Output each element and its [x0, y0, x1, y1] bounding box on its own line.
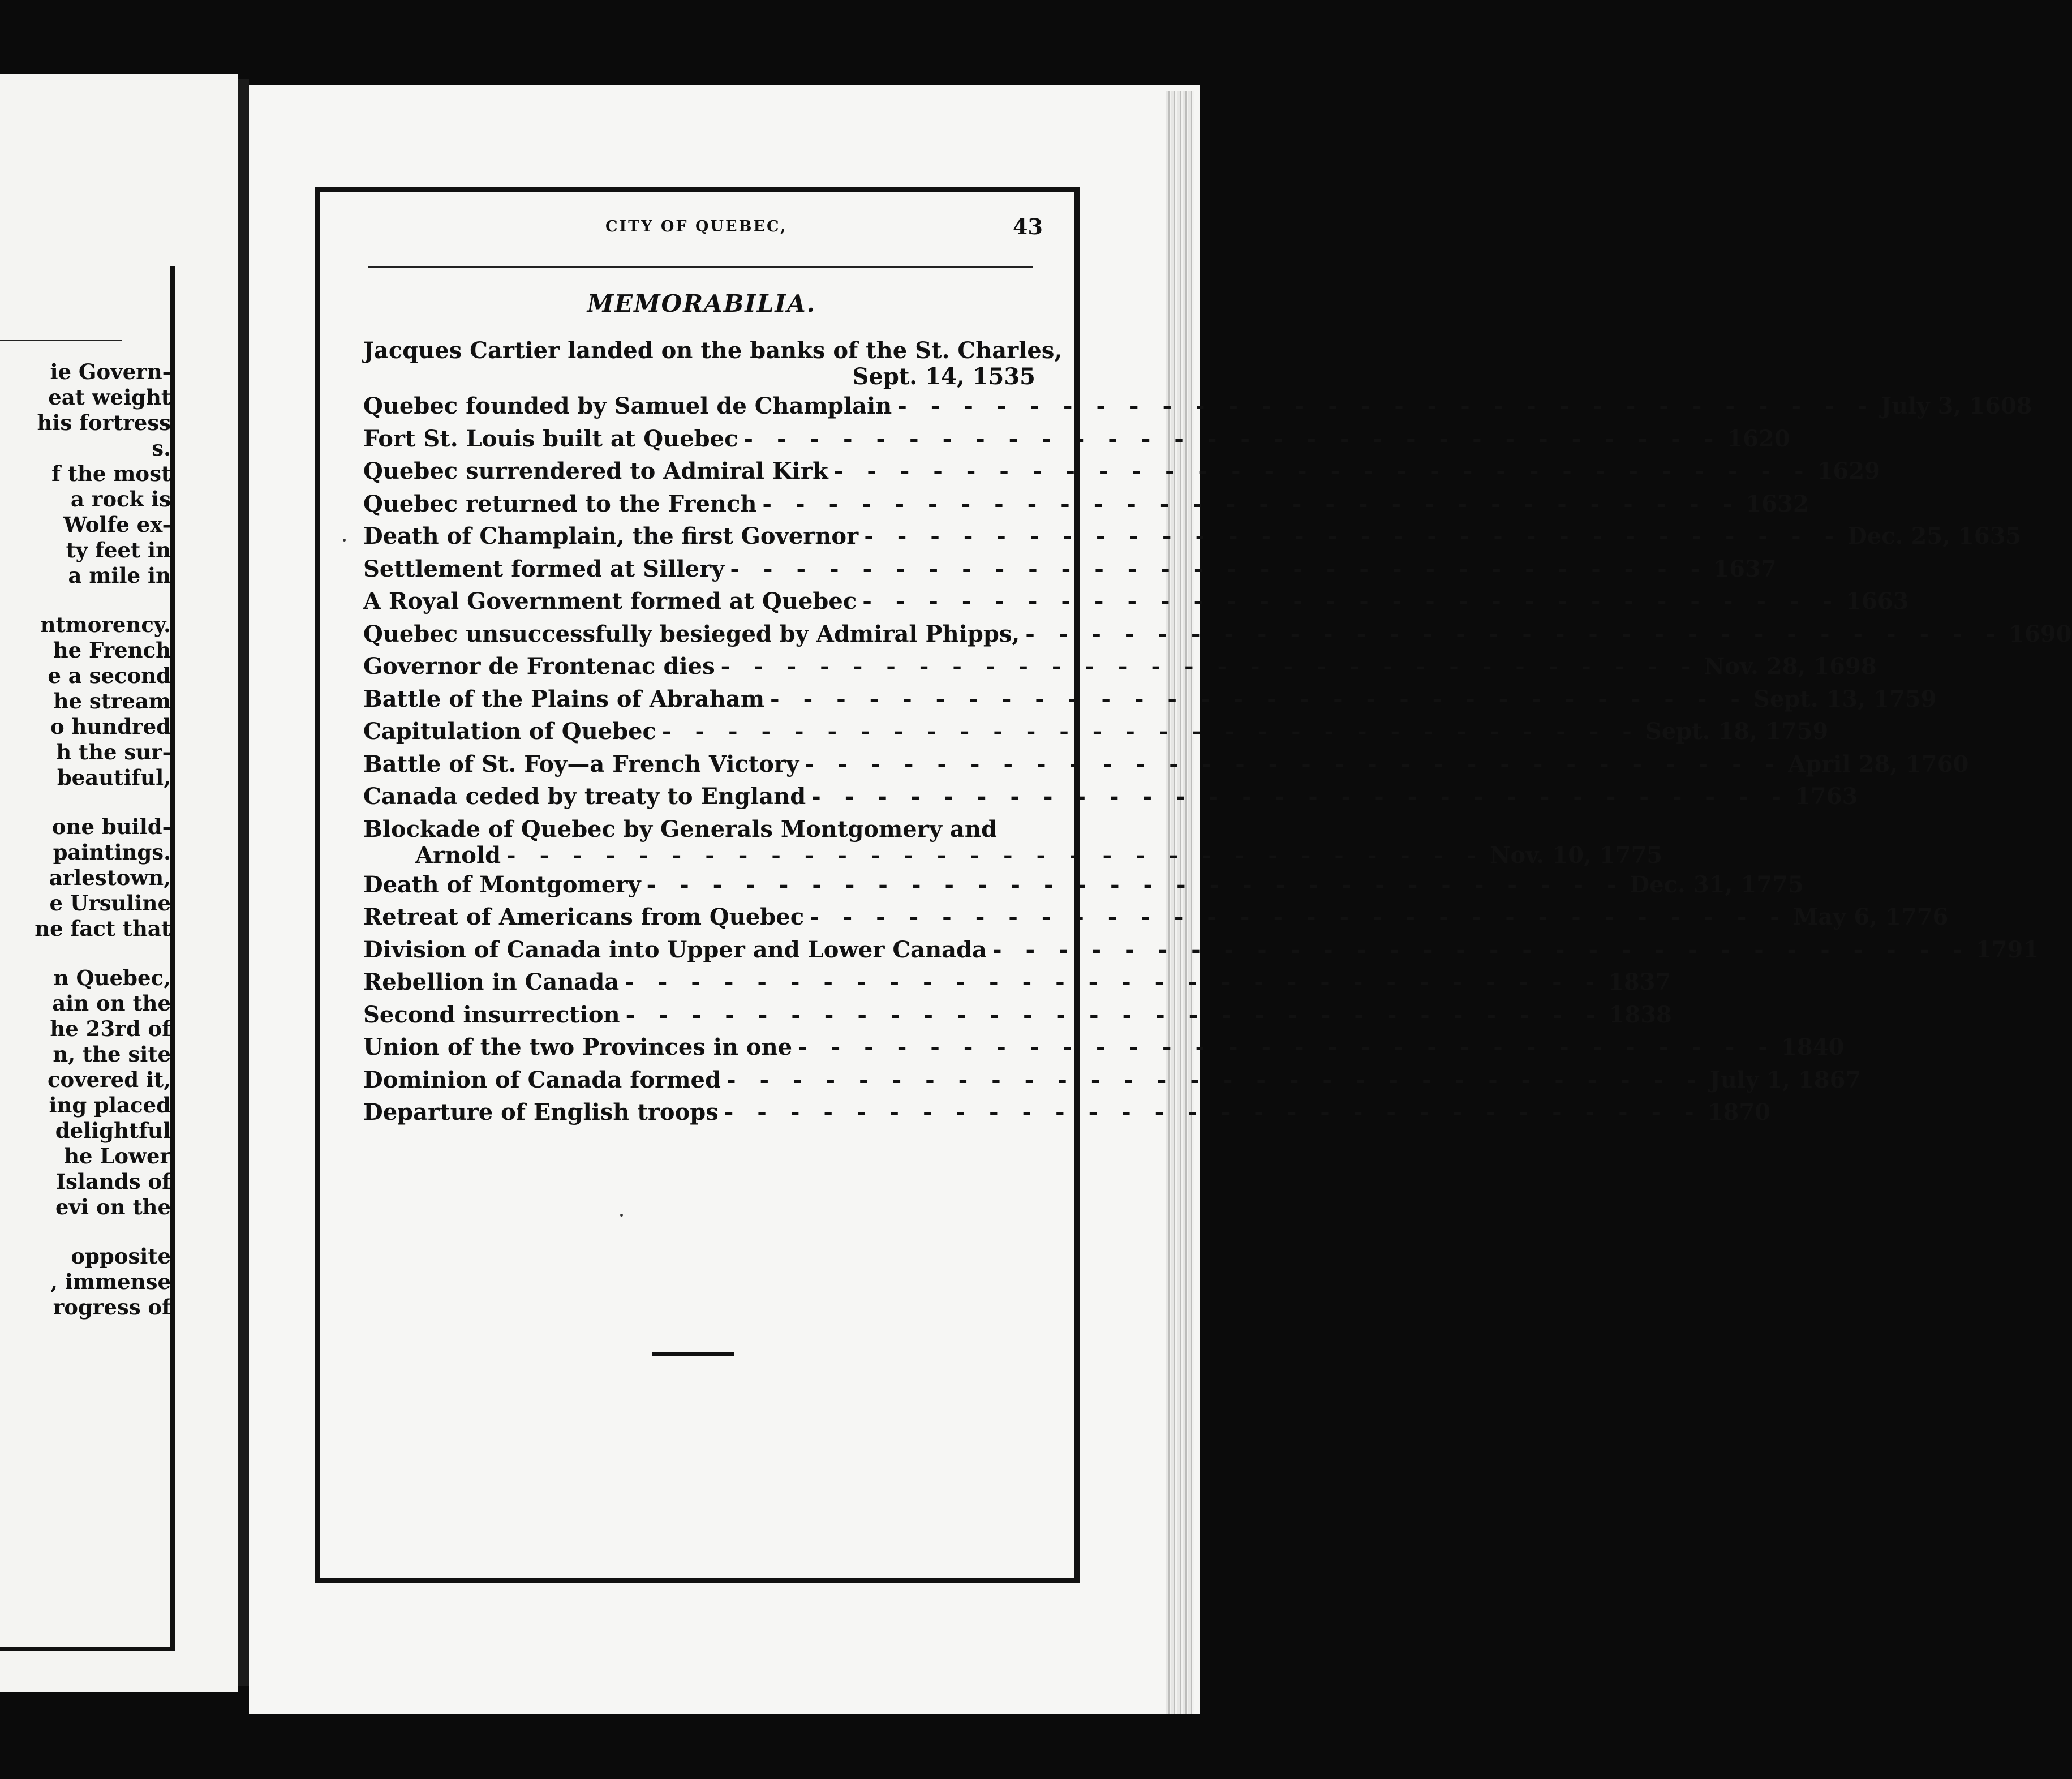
entry-event: Canada ceded by treaty to England [363, 783, 806, 810]
leader-dashes: - - - - - - - - - - - - - - - - - - - - - - - - - - - - - - [646, 871, 1624, 898]
leader-dashes: - - - - - - - - - - - - - - - - - - - - - - - - - - - - - - [811, 783, 1790, 810]
previous-page-line: f the most [51, 461, 171, 486]
previous-page-line: delightful [55, 1118, 171, 1143]
previous-page-line: evi on the [55, 1194, 171, 1219]
print-speck [343, 539, 346, 542]
leader-dashes: - - - - - - - - - - - - - - - - - - - - - - - - - - - - - - [661, 718, 1640, 745]
previous-page-line: ing placed [49, 1093, 171, 1118]
previous-page-line: rogress of [53, 1295, 171, 1320]
memorabilia-entry [363, 816, 1035, 842]
entry-event: Death of Champlain, the first Governor [363, 523, 859, 549]
entry-event: Retreat of Americans from Quebec [363, 904, 805, 930]
memorabilia-entry [363, 490, 1809, 523]
leader-dashes: - - - - - - - - - - - - - - - - - - - - - - - - - - - - - - [770, 685, 1748, 712]
entry-date: Nov. 10, 1775 [1489, 841, 1663, 869]
memorabilia-entry [363, 363, 1035, 393]
entry-date: 1837 [1608, 969, 1671, 995]
leader-dashes: - - - - - - - - - - - - - - - - - - - - - - - - - - - - - - [625, 1001, 1604, 1028]
memorabilia-entry [363, 620, 2072, 654]
memorabilia-entry [363, 1034, 1845, 1067]
entry-date: Nov. 28, 1698 [1704, 653, 1877, 680]
leader-dashes: - - - - - - - - - - - - - - - - - - - - - - - - - - - - - - [798, 1034, 1776, 1060]
entry-event: Battle of the Plains of Abraham [363, 685, 765, 712]
previous-page-line: a rock is [71, 487, 171, 512]
previous-page-line: opposite [71, 1244, 171, 1269]
entry-event: Capitulation of Quebec [363, 718, 656, 745]
memorabilia-entry [363, 936, 2039, 969]
previous-page-line: arlestown, [49, 865, 171, 890]
previous-page-line: covered it, [47, 1067, 171, 1092]
memorabilia-entry [363, 458, 1880, 491]
entry-date: 1791 [1975, 936, 2039, 963]
memorabilia-entry [363, 783, 1858, 816]
previous-page-line: e a second [48, 663, 171, 688]
entry-event: Battle of St. Foy—a French Victory [363, 750, 799, 777]
memorabilia-entry [363, 718, 1829, 751]
entry-event: Second insurrection [363, 1001, 620, 1028]
previous-page-line: ain on the [52, 991, 171, 1016]
entry-date: May 6, 1776 [1792, 904, 1949, 930]
memorabilia-entry [363, 685, 1937, 719]
paragraph-gap [35, 942, 171, 965]
leader-dashes: - - - - - - - - - - - - - - - - - - - - - - - - - - - - - - [743, 425, 1722, 452]
leader-dashes: - - - - - - - - - - - - - - - - - - - - - - - - - - - - - - [833, 458, 1812, 484]
memorabilia-entry [363, 1099, 1771, 1132]
entry-date: 1840 [1781, 1034, 1845, 1060]
previous-page-text [35, 359, 171, 1320]
previous-page-line: s. [152, 436, 171, 461]
leader-dashes: - - - - - - - - - - - - - - - - - - - - - - - - - - - - - - [862, 588, 1841, 615]
entry-date: 1870 [1707, 1099, 1771, 1125]
entry-date: Dec. 31, 1775 [1630, 871, 1804, 898]
previous-page-line: n Quebec, [53, 965, 171, 990]
entry-date: 1629 [1817, 458, 1880, 484]
end-rule [652, 1352, 734, 1356]
previous-page-line: , immense [50, 1269, 171, 1294]
header-rule [368, 266, 1033, 268]
entry-date: 1663 [1846, 588, 1909, 615]
entry-event: Departure of English troops [363, 1099, 719, 1125]
entry-event: Union of the two Provinces in one [363, 1034, 793, 1060]
memorabilia-entry [363, 555, 1777, 588]
memorabilia-entry [363, 393, 2032, 426]
entry-date: 1632 [1746, 490, 1809, 517]
previous-page [0, 74, 238, 1692]
previous-page-line: ie Govern- [50, 359, 171, 384]
memorabilia-entry [363, 969, 1671, 1002]
entry-date: 1690 [2009, 620, 2072, 647]
entry-event: Quebec surrendered to Admiral Kirk [363, 458, 828, 484]
leader-dashes: - - - - - - - - - - - - - - - - - - - - - - - - - - - - - - [992, 936, 1970, 963]
previous-page-line: ne fact that [35, 916, 171, 941]
leader-dashes: - - - - - - - - - - - - - - - - - - - - - - - - - - - - - - [625, 969, 1603, 995]
previous-page-line: n, the site [53, 1042, 171, 1067]
entry-date: Sept. 13, 1759 [1753, 685, 1937, 712]
previous-page-line: eat weight [48, 385, 171, 410]
print-speck [620, 1214, 623, 1217]
previous-page-line: his fortress [37, 410, 171, 435]
entry-event: Jacques Cartier landed on the banks of the St. Charles, [363, 337, 1063, 364]
previous-page-line: he Lower [64, 1144, 171, 1168]
memorabilia-entry [363, 904, 1949, 936]
page-number: 43 [1013, 214, 1043, 239]
entry-date: April 28, 1760 [1788, 750, 1969, 777]
previous-page-line: ntmorency. [40, 612, 171, 637]
leader-dashes: - - - - - - - - - - - - - - - - - - - - - - - - - - - - - - [864, 523, 1842, 549]
leader-dashes: - - - - - - - - - - - - - - - - - - - - - - - - - - - - - - [730, 555, 1708, 582]
entry-event: Fort St. Louis built at Quebec [363, 425, 738, 452]
previous-page-line: he stream [53, 689, 171, 714]
memorabilia-entry [363, 588, 1909, 621]
leader-dashes: - - - - - - - - - - - - - - - - - - - - - - - - - - - - - - [506, 841, 1484, 869]
leader-dashes: - - - - - - - - - - - - - - - - - - - - - - - - - - - - - - [1025, 620, 2004, 647]
previous-page-line: one build- [51, 814, 171, 839]
entry-date: Dec. 25, 1635 [1847, 523, 2022, 549]
leader-dashes: - - - - - - - - - - - - - - - - - - - - - - - - - - - - - - [805, 750, 1783, 777]
entry-event: Blockade of Quebec by Generals Montgomery and [363, 815, 997, 843]
entry-event: Quebec founded by Samuel de Champlain [363, 393, 892, 419]
entry-date: Sept. 18, 1759 [1645, 718, 1829, 745]
paragraph-gap [35, 588, 171, 612]
paragraph-gap [35, 790, 171, 814]
paragraph-gap [35, 1220, 171, 1244]
entry-date: Sept. 14, 1535 [852, 363, 1035, 390]
memorabilia-entry [363, 337, 1063, 364]
memorabilia-entry [363, 523, 2022, 556]
previous-page-line: ty feet in [66, 538, 171, 562]
previous-page-line: paintings. [53, 840, 171, 865]
entry-event: Dominion of Canada formed [363, 1066, 721, 1093]
leader-dashes: - - - - - - - - - - - - - - - - - - - - - - - - - - - - - - [726, 1066, 1704, 1093]
book-gutter [238, 79, 249, 1686]
section-title: MEMORABILIA. [587, 290, 816, 317]
entry-event: Division of Canada into Upper and Lower Canada [363, 936, 987, 963]
previous-page-line: beautiful, [57, 765, 171, 790]
entry-date: 1637 [1713, 555, 1777, 582]
entry-date: 1763 [1795, 783, 1858, 810]
previous-page-line: he French [53, 638, 171, 663]
leader-dashes: - - - - - - - - - - - - - - - - - - - - - - - - - - - - - - [720, 653, 1699, 680]
entry-event: Quebec unsuccessfully besieged by Admiral Phipps, [363, 620, 1020, 647]
page-edges [1166, 91, 1194, 1714]
leader-dashes: - - - - - - - - - - - - - - - - - - - - - - - - - - - - - - [724, 1099, 1702, 1125]
entry-event: Rebellion in Canada [363, 969, 620, 995]
memorabilia-list [363, 337, 2072, 1132]
entry-event: Quebec returned to the French [363, 490, 757, 517]
previous-page-line: Wolfe ex- [63, 512, 171, 537]
entry-event: Death of Montgomery [363, 871, 641, 898]
previous-page-line: a mile in [68, 563, 171, 588]
entry-date: July 3, 1608 [1881, 393, 2032, 419]
memorabilia-entry [363, 425, 1790, 458]
entry-event: A Royal Government formed at Quebec [363, 588, 857, 615]
memorabilia-entry [363, 871, 1804, 904]
entry-date: July 1, 1867 [1709, 1066, 1862, 1093]
entry-event: Settlement formed at Sillery [363, 555, 725, 582]
entry-date: 1620 [1727, 425, 1790, 452]
previous-page-line: Islands of [55, 1169, 171, 1194]
leader-dashes: - - - - - - - - - - - - - - - - - - - - - - - - - - - - - - [810, 904, 1787, 930]
memorabilia-entry [363, 1001, 1672, 1034]
memorabilia-entry [363, 750, 1969, 784]
previous-page-line: e Ursuline [49, 891, 171, 916]
memorabilia-entry [363, 1066, 1862, 1099]
memorabilia-entry [363, 653, 1877, 686]
entry-event: Governor de Frontenac dies [363, 653, 715, 680]
previous-page-line: o hundred [50, 714, 171, 739]
entry-event: Arnold [415, 841, 501, 869]
leader-dashes: - - - - - - - - - - - - - - - - - - - - - - - - - - - - - - [762, 490, 1740, 517]
leader-dashes: - - - - - - - - - - - - - - - - - - - - - - - - - - - - - - [897, 393, 1876, 419]
memorabilia-entry [363, 841, 1663, 871]
previous-page-rule [0, 340, 122, 341]
previous-page-line: h the sur- [56, 740, 171, 764]
running-title: CITY OF QUEBEC, [605, 218, 788, 235]
entry-date: 1838 [1609, 1001, 1672, 1028]
previous-page-line: he 23rd of [50, 1016, 171, 1041]
